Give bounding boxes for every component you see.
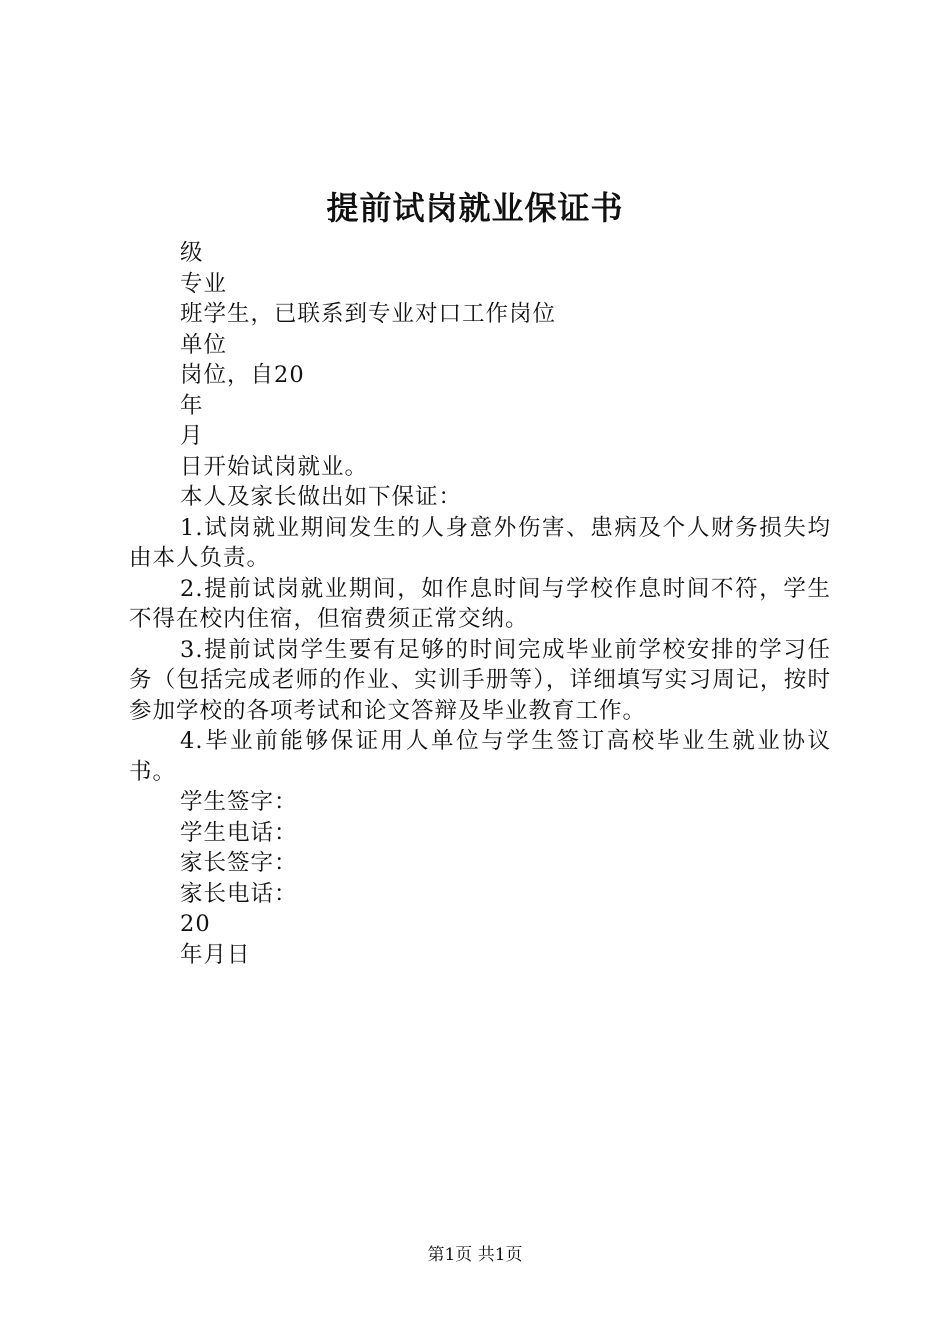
header-line-year: 年 (180, 392, 204, 419)
header-line-intro: 本人及家长做出如下保证： (180, 484, 463, 510)
header-line-month: 月 (180, 423, 204, 449)
header-line-grade: 级 (180, 240, 204, 266)
student-signature-line: 学生签字： (180, 789, 298, 815)
document-title: 提前试岗就业保证书 (326, 189, 624, 227)
guarantee-item-3: 3.提前试岗学生要有足够的时间完成毕业前学校安排的学习任务（包括完成老师的作业、实训手册等），详细填写实习周记，按时参加学校的各项考试和论文答辩及毕业教育工作。 (129, 636, 831, 724)
parent-phone-line: 家长电话： (180, 880, 298, 907)
date-year-line: 20 (180, 911, 211, 937)
document-body (129, 238, 831, 970)
student-phone-line: 学生电话： (180, 819, 298, 846)
guarantee-item-4: 4.毕业前能够保证用人单位与学生签订高校毕业生就业协议书。 (129, 728, 831, 785)
page-footer: 第1页 共1页 (427, 1245, 523, 1265)
header-line-day: 日开始试岗就业。 (180, 453, 369, 480)
guarantee-item-2: 2.提前试岗就业期间，如作息时间与学校作息时间不符，学生不得在校内住宿，但宿费须正常交纳。 (129, 575, 831, 632)
header-line-class: 班学生，已联系到专业对口工作岗位 (180, 301, 557, 327)
header-line-major: 专业 (180, 270, 228, 297)
guarantee-item-1: 1.试岗就业期间发生的人身意外伤害、患病及个人财务损失均由本人负责。 (129, 514, 831, 571)
header-line-employer: 单位 (180, 331, 228, 358)
date-ymd-line: 年月日 (180, 941, 251, 968)
parent-signature-line: 家长签字： (180, 850, 298, 876)
header-line-position: 岗位，自20 (180, 362, 305, 388)
